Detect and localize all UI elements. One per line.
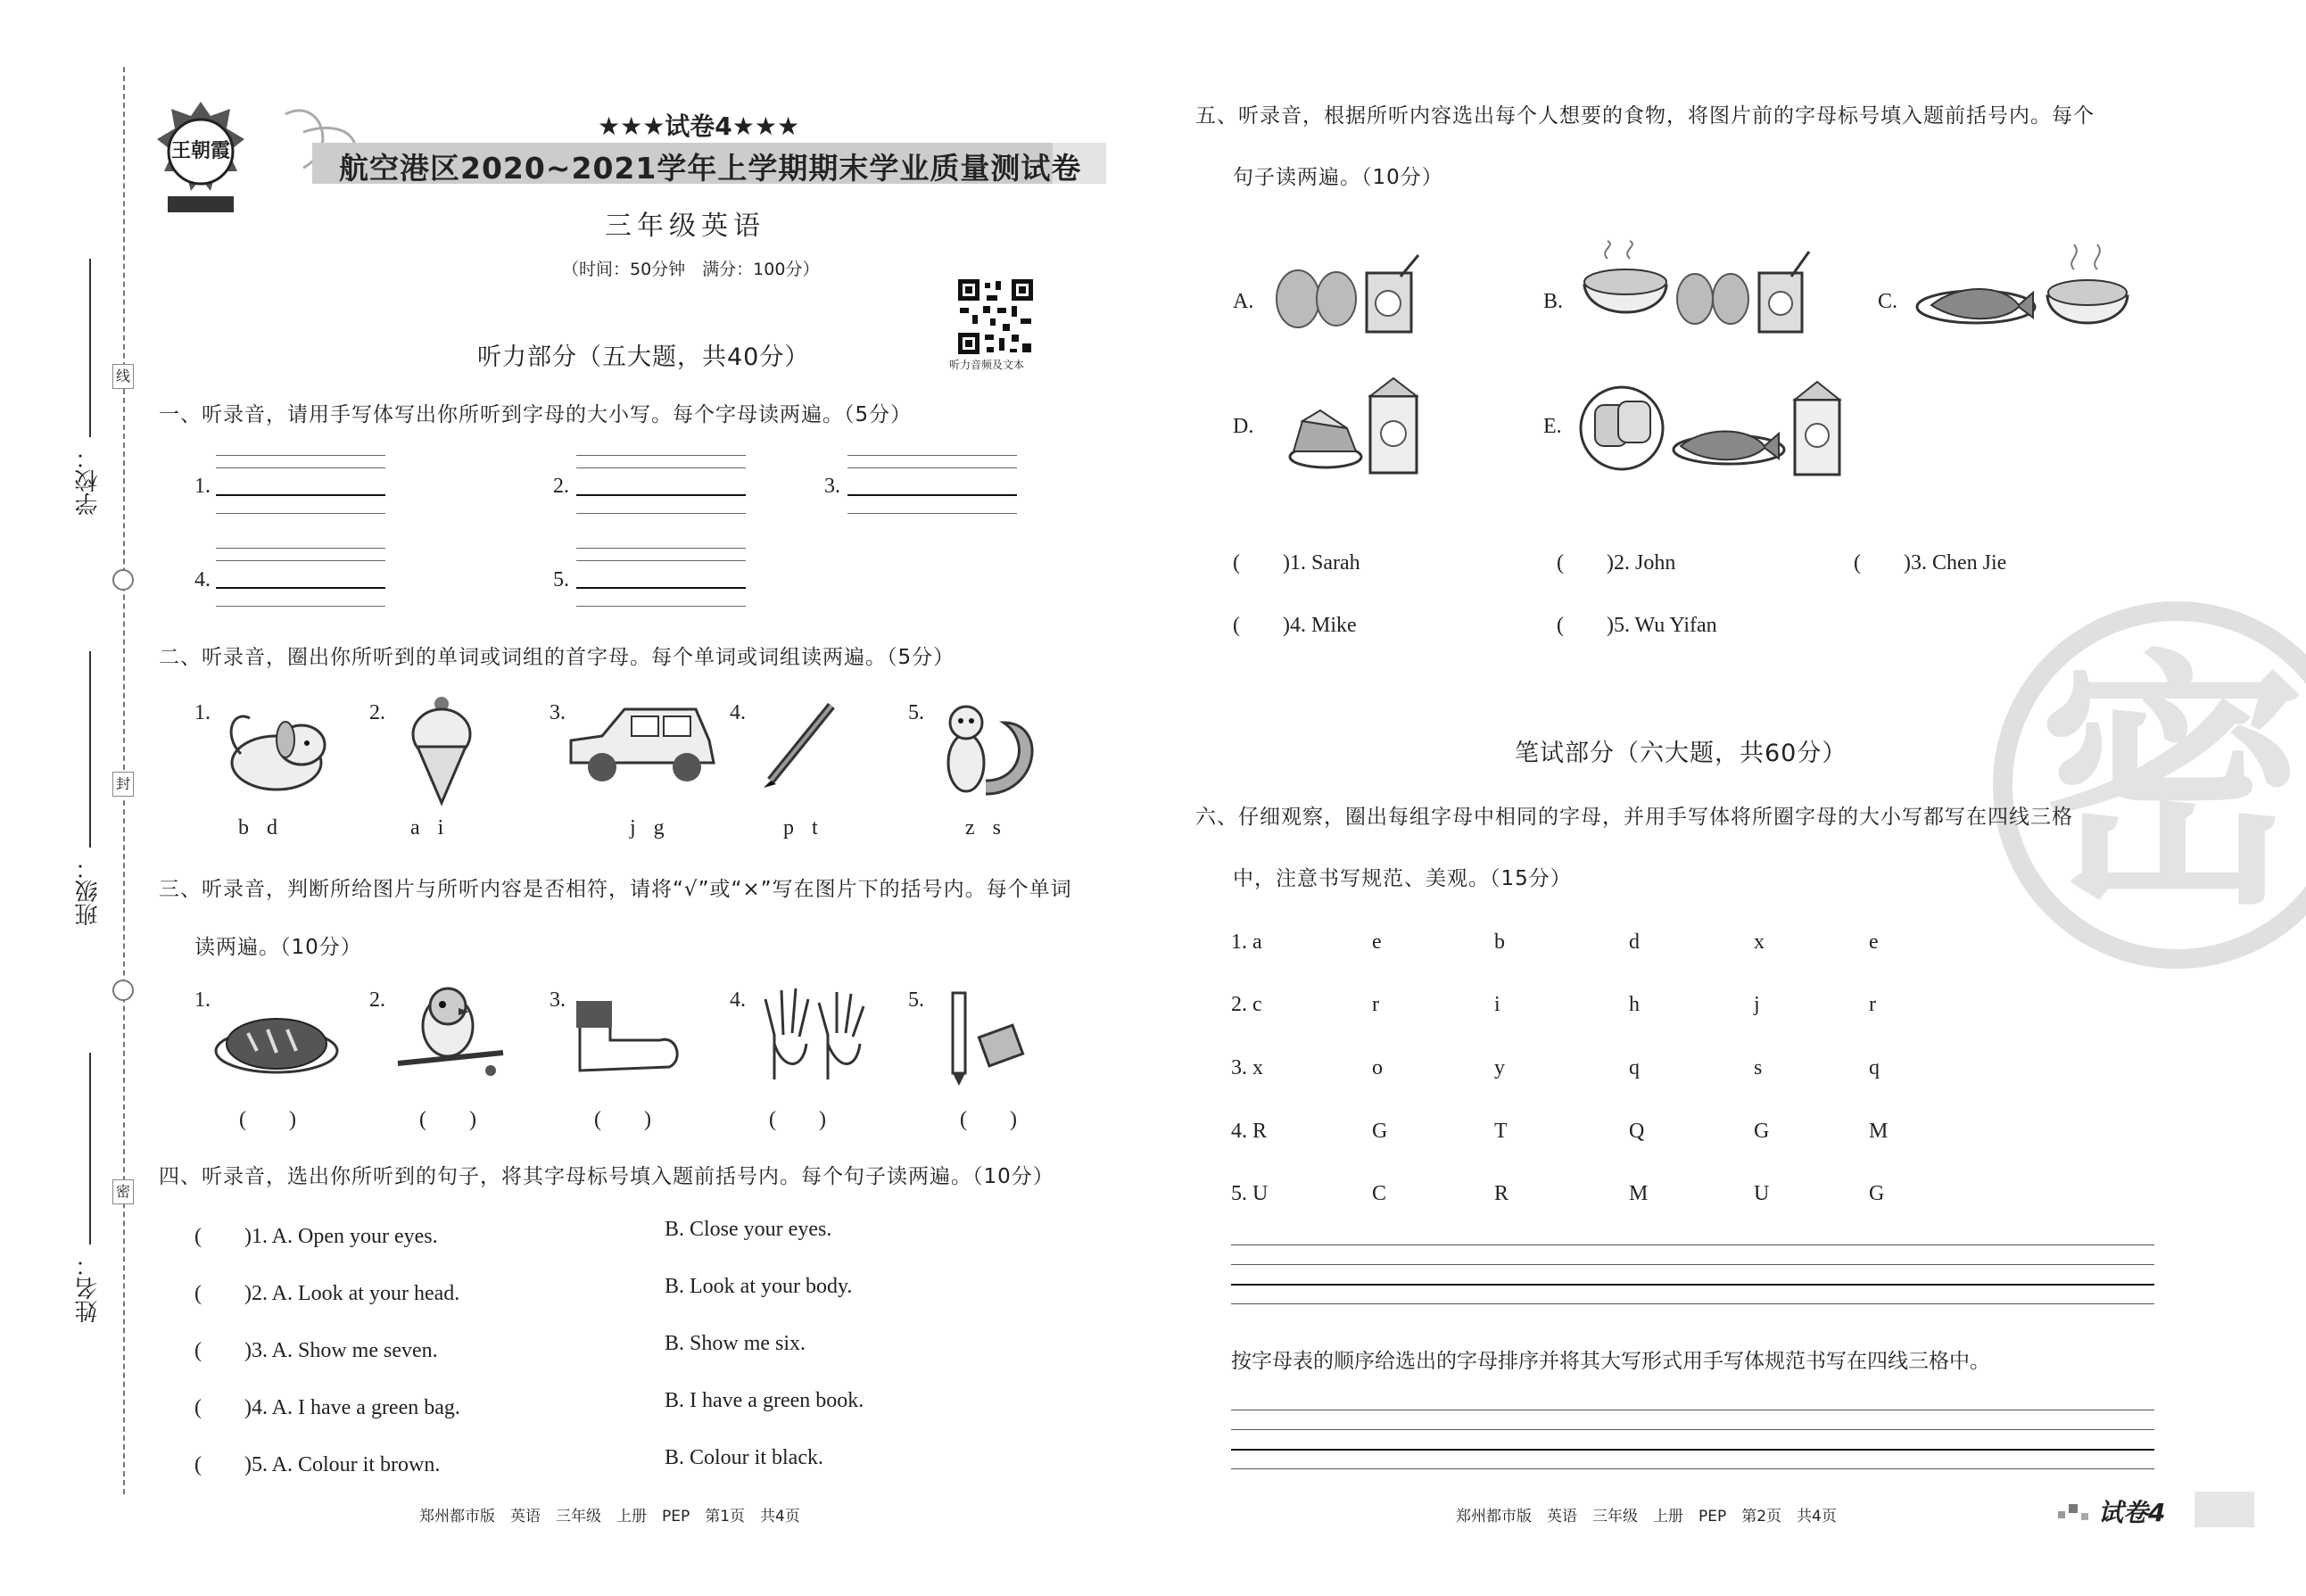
page-tag-decoration	[2056, 1495, 2092, 1527]
q6-cell[interactable]: s	[1754, 1056, 1763, 1079]
q4-option-a[interactable]: ( )4. A. I have a green bag.	[194, 1396, 460, 1419]
q5-person[interactable]: ( )1. Sarah	[1233, 551, 1360, 575]
q6-cell[interactable]: o	[1372, 1056, 1383, 1079]
q3-title-line1: 三、听录音，判断所给图片与所听内容是否相符，请将“√”或“×”写在图片下的括号内。每个单词	[159, 878, 1072, 901]
squirrel-icon	[932, 696, 1044, 803]
four-line-grid[interactable]	[1231, 1245, 2154, 1307]
q6-cell[interactable]: e	[1869, 930, 1879, 954]
q2-letters[interactable]: p t	[783, 816, 818, 839]
q6-cell[interactable]: Q	[1629, 1120, 1645, 1143]
q5-title-line2: 句子读两遍。（10分）	[1233, 166, 1443, 189]
q6-cell: 5. U	[1231, 1182, 1269, 1205]
qr-code[interactable]	[956, 277, 1035, 356]
q1-title: 一、听录音，请用手写体写出你所听到字母的大小写。每个字母读两遍。（5分）	[159, 403, 913, 426]
q5-option-label: E.	[1543, 415, 1562, 438]
q4-title: 四、听录音，选出你所听到的句子，将其字母标号填入题前括号内。每个句子读两遍。（10分）	[159, 1165, 1054, 1188]
seal-mark-seal: 封	[112, 772, 134, 797]
watermark-text: 密	[2038, 629, 2306, 940]
footer-left: 郑州都市版 英语 三年级 上册 PEP 第1页 共4页	[419, 1508, 800, 1526]
q3-number: 1.	[194, 988, 211, 1012]
q3-answer-paren[interactable]: ( )	[960, 1108, 1017, 1131]
q1-item-number: 5.	[553, 568, 569, 591]
writing-lines[interactable]	[576, 455, 746, 494]
q4-option-a[interactable]: ( )2. A. Look at your head.	[194, 1282, 460, 1305]
writing-lines[interactable]	[847, 455, 1017, 494]
writing-header: 笔试部分（六大题，共60分）	[1515, 740, 1847, 767]
q2-number: 1.	[194, 701, 211, 724]
q5-option-label: B.	[1543, 290, 1564, 313]
seal-mark-line: 线	[112, 364, 134, 389]
q5-option-label: A.	[1233, 290, 1254, 313]
seal-mark-secret: 密	[112, 1179, 134, 1204]
q5-title-line1: 五、听录音，根据所听内容选出每个人想要的食物，将图片前的字母标号填入题前括号内。每个	[1195, 104, 2095, 128]
q4-option-b: B. Show me six.	[665, 1332, 806, 1355]
q5-option-label: C.	[1878, 290, 1898, 313]
q4-option-b: B. Look at your body.	[665, 1275, 853, 1298]
q6-cell[interactable]: M	[1629, 1182, 1649, 1205]
q6-cell[interactable]: M	[1869, 1120, 1889, 1143]
car-icon	[562, 700, 718, 790]
q3-title-line2: 读两遍。（10分）	[194, 936, 362, 959]
q4-option-b: B. I have a green book.	[665, 1389, 864, 1412]
page-tag-band	[2194, 1492, 2254, 1527]
brand-name: 王朝霞	[170, 140, 230, 162]
q3-number: 3.	[550, 988, 566, 1012]
school-field[interactable]	[89, 259, 91, 437]
q3-answer-paren[interactable]: ( )	[594, 1108, 651, 1131]
subject-title: 三年级英语	[605, 211, 765, 242]
q6-cell[interactable]: q	[1629, 1056, 1640, 1079]
school-label: 学校：	[75, 446, 102, 516]
qr-caption: 听力音频及文本	[949, 359, 1025, 371]
q6-cell[interactable]: G	[1754, 1120, 1770, 1143]
binding-hole-icon	[112, 569, 134, 591]
q2-letters[interactable]: b d	[238, 816, 277, 839]
binding-strip	[0, 0, 143, 1596]
page-tag: 试卷4	[2098, 1498, 2166, 1527]
writing-lines[interactable]	[216, 455, 385, 494]
q4-option-a[interactable]: ( )5. A. Colour it brown.	[194, 1453, 441, 1476]
bird-icon	[393, 981, 508, 1088]
q5-person[interactable]: ( )5. Wu Yifan	[1557, 614, 1717, 637]
hands-icon	[756, 981, 872, 1088]
fish-rice-icon	[1913, 234, 2137, 341]
arm-icon	[571, 990, 687, 1079]
q6-title-line2: 中，注意书写规范、美观。（15分）	[1233, 867, 1572, 890]
pencil-eraser-icon	[946, 986, 1026, 1088]
q6-cell[interactable]: b	[1494, 930, 1505, 954]
pen-icon	[758, 700, 839, 790]
q6-cell[interactable]: y	[1494, 1056, 1505, 1079]
q2-number: 3.	[550, 701, 566, 724]
exam-title: 航空港区2020~2021学年上学期期末学业质量测试卷	[339, 151, 1082, 186]
q6-cell[interactable]: C	[1372, 1182, 1387, 1205]
q3-number: 4.	[730, 988, 746, 1012]
q4-option-a[interactable]: ( )3. A. Show me seven.	[194, 1339, 438, 1362]
q6-cell[interactable]: U	[1754, 1182, 1770, 1205]
q2-letters[interactable]: z s	[965, 816, 1001, 839]
name-field[interactable]	[89, 1053, 91, 1245]
q6-cell[interactable]: i	[1494, 993, 1500, 1016]
q4-option-b: B. Close your eyes.	[665, 1218, 832, 1241]
watermark-seal	[1985, 598, 2306, 972]
q6-cell[interactable]: q	[1869, 1056, 1880, 1079]
q6-cell[interactable]: G	[1372, 1120, 1388, 1143]
q2-number: 4.	[730, 701, 746, 724]
q2-letters[interactable]: j g	[630, 816, 665, 839]
q6-cell: 1. a	[1231, 930, 1262, 954]
q4-option-b: B. Colour it black.	[665, 1446, 823, 1469]
q6-cell[interactable]: R	[1494, 1182, 1509, 1205]
q3-number: 5.	[908, 988, 924, 1012]
q6-cell[interactable]: x	[1754, 930, 1765, 954]
listening-header: 听力部分（五大题，共40分）	[477, 343, 810, 371]
q1-item-number: 1.	[194, 475, 211, 498]
q1-item-number: 2.	[553, 475, 569, 498]
q3-answer-paren[interactable]: ( )	[419, 1108, 476, 1131]
binding-hole-icon	[112, 980, 134, 1001]
q2-number: 2.	[369, 701, 385, 724]
class-field[interactable]	[89, 651, 91, 848]
q5-person[interactable]: ( )3. Chen Jie	[1854, 551, 2007, 575]
q6-cell: 2. c	[1231, 993, 1262, 1016]
writing-lines[interactable]	[576, 548, 746, 587]
q6-cell[interactable]: j	[1754, 993, 1760, 1016]
dog-icon	[214, 700, 339, 798]
name-label: 姓名：	[75, 1253, 102, 1323]
q6-cell[interactable]: T	[1494, 1120, 1508, 1143]
footer-right: 郑州都市版 英语 三年级 上册 PEP 第2页 共4页	[1456, 1508, 1837, 1526]
q6-cell[interactable]: h	[1629, 993, 1640, 1016]
q2-letters[interactable]: a i	[410, 816, 444, 839]
q5-person[interactable]: ( )4. Mike	[1233, 614, 1357, 637]
q6-cell[interactable]: r	[1372, 993, 1379, 1016]
q5-option-label: D.	[1233, 415, 1254, 438]
bread-fish-milk-icon	[1579, 375, 1847, 482]
q4-option-a[interactable]: ( )1. A. Open your eyes.	[194, 1225, 438, 1248]
four-line-grid[interactable]	[1231, 1410, 2154, 1472]
class-label: 班级：	[75, 856, 102, 926]
series-label: ★★★试卷4★★★	[598, 112, 800, 141]
q3-number: 2.	[369, 988, 385, 1012]
q6-cell: 3. x	[1231, 1056, 1263, 1079]
rice-eggs-juice-icon	[1581, 241, 1831, 339]
eggs-juice-icon	[1267, 250, 1436, 339]
cake-milk-icon	[1285, 375, 1427, 482]
q1-item-number: 4.	[194, 568, 211, 591]
q2-title: 二、听录音，圈出你所听到的单词或词组的首字母。每个单词或词组读两遍。（5分）	[159, 646, 955, 669]
q3-answer-paren[interactable]: ( )	[769, 1108, 826, 1131]
q1-item-number: 3.	[824, 475, 840, 498]
writing-lines[interactable]	[216, 548, 385, 587]
ice-cream-icon	[401, 691, 482, 807]
q5-person[interactable]: ( )2. John	[1557, 551, 1676, 575]
q6-cell[interactable]: d	[1629, 930, 1640, 954]
q6-cell[interactable]: r	[1869, 993, 1876, 1016]
q6-cell[interactable]: e	[1372, 930, 1382, 954]
q3-answer-paren[interactable]: ( )	[239, 1108, 296, 1131]
bread-icon	[212, 1006, 342, 1078]
q6-instruction: 按字母表的顺序给选出的字母排序并将其大写形式用手写体规范书写在四线三格中。	[1231, 1350, 1990, 1373]
brand-logo	[152, 98, 250, 219]
q6-cell[interactable]: G	[1869, 1182, 1885, 1205]
q6-cell: 4. R	[1231, 1120, 1268, 1143]
time-score: （时间：50分钟 满分：100分）	[562, 260, 820, 279]
q6-title-line1: 六、仔细观察，圈出每组字母中相同的字母，并用手写体将所圈字母的大小写都写在四线三格	[1195, 806, 2073, 829]
q2-number: 5.	[908, 701, 924, 724]
